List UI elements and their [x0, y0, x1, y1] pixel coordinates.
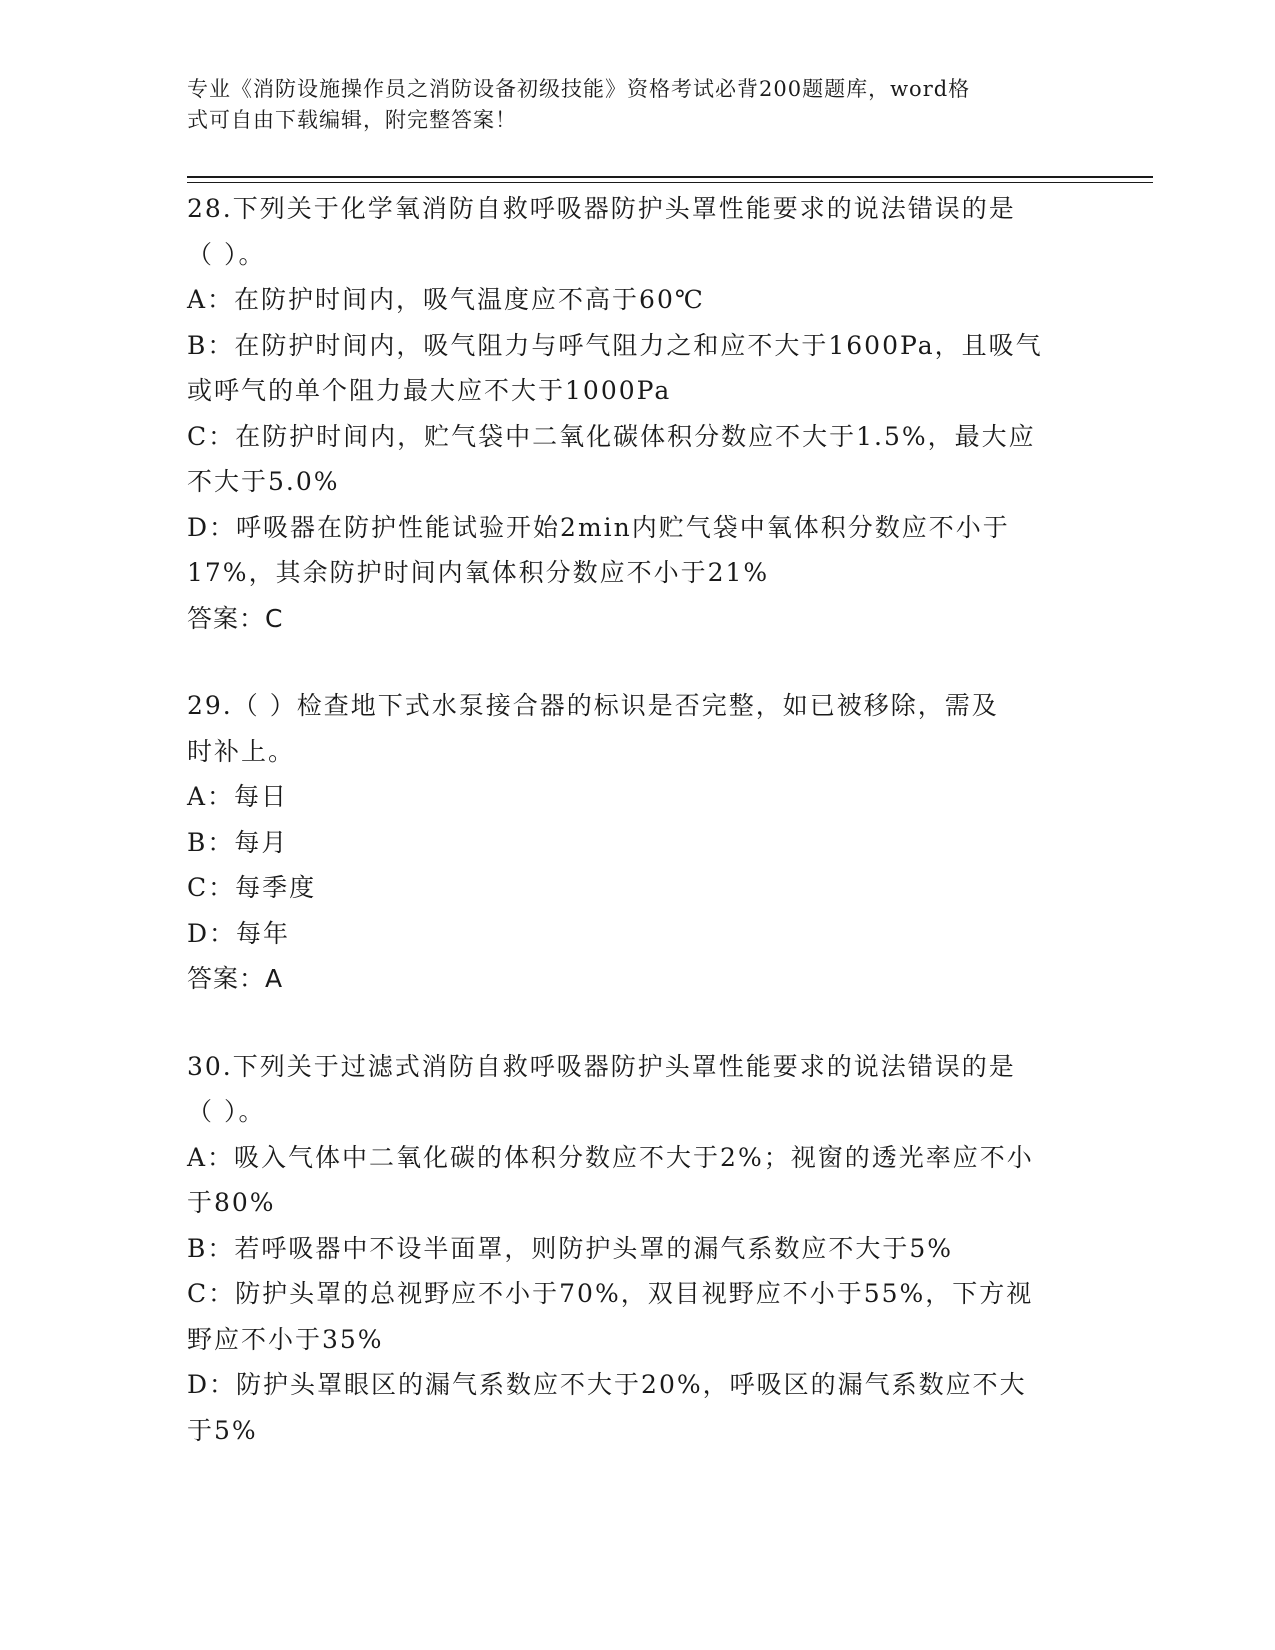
question-spacer — [187, 641, 1087, 683]
option-a: A：在防护时间内，吸气温度应不高于60℃ — [187, 285, 705, 314]
document-header — [187, 74, 1067, 136]
question-stem-line: （ ）。 — [187, 1097, 266, 1126]
question-30 — [187, 1044, 1087, 1454]
option-a-continued: 于80% — [187, 1188, 276, 1217]
question-stem-line: 29.（ ）检查地下式水泵接合器的标识是否完整，如已被移除，需及 — [187, 691, 999, 720]
option-b: B：若呼吸器中不设半面罩，则防护头罩的漏气系数应不大于5% — [187, 1233, 954, 1263]
option-c: C：防护头罩的总视野应不小于70%，双目视野应不小于55%，下方视 — [187, 1279, 1034, 1308]
option-b: B：每月 — [187, 827, 289, 857]
option-a: A：吸入气体中二氧化碳的体积分数应不大于2%；视窗的透光率应不小 — [187, 1142, 1034, 1172]
question-stem-line: 时补上。 — [187, 736, 296, 766]
option-b-continued: 或呼气的单个阻力最大应不大于1000Pa — [187, 376, 672, 405]
header-divider-thin — [187, 182, 1153, 183]
option-a: A：每日 — [187, 782, 289, 811]
option-c-continued: 野应不小于35% — [187, 1324, 384, 1354]
option-c-continued: 不大于5.0% — [187, 467, 340, 496]
option-d: D：防护头罩眼区的漏气系数应不大于20%，呼吸区的漏气系数应不大 — [187, 1370, 1027, 1399]
question-stem-line: 28.下列关于化学氧消防自救呼吸器防护头罩性能要求的说法错误的是 — [187, 194, 1016, 223]
option-c: C：在防护时间内，贮气袋中二氧化碳体积分数应不大于1.5%，最大应 — [187, 421, 1036, 451]
option-b: B：在防护时间内，吸气阻力与呼气阻力之和应不大于1600Pa，且吸气 — [187, 330, 1043, 360]
option-d: D：呼吸器在防护性能试验开始2min内贮气袋中氧体积分数应不小于 — [187, 512, 1010, 542]
option-d-continued: 于5% — [187, 1415, 258, 1445]
question-list — [187, 186, 1087, 1453]
option-c: C：每季度 — [187, 873, 317, 902]
header-divider-thick — [187, 176, 1153, 178]
question-28 — [187, 186, 1087, 641]
answer-label: 答案：A — [187, 964, 284, 993]
header-line-2: 式可自由下载编辑，附完整答案！ — [187, 108, 517, 132]
answer-label: 答案：C — [187, 603, 284, 633]
question-stem-line: （ ）。 — [187, 239, 266, 269]
question-29 — [187, 683, 1087, 1002]
question-spacer — [187, 1002, 1087, 1044]
question-stem-line: 30.下列关于过滤式消防自救呼吸器防护头罩性能要求的说法错误的是 — [187, 1051, 1016, 1081]
header-line-1: 专业《消防设施操作员之消防设备初级技能》资格考试必背200题题库，word格 — [187, 77, 971, 101]
option-d: D：每年 — [187, 918, 291, 948]
option-d-continued: 17%，其余防护时间内氧体积分数应不小于21% — [187, 558, 770, 587]
